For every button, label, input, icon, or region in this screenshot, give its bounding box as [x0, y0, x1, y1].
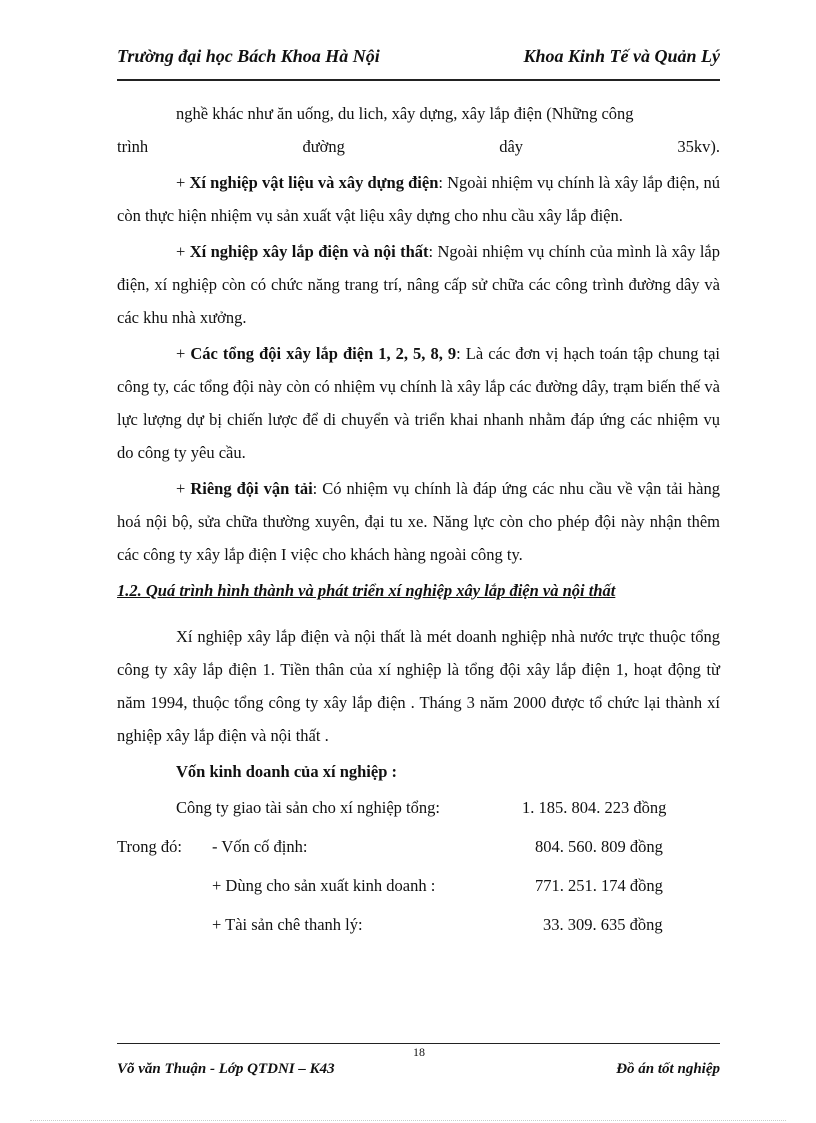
paragraph-continuation-line1: nghề khác như ăn uống, du lich, xây dựng, xây lắp điện (Những công [176, 104, 634, 123]
footer-document-type: Đồ án tốt nghiệp [616, 1061, 720, 1077]
capital-total-row [117, 792, 720, 831]
section-heading: 1.2. Quá trình hình thành và phát triển xí nghiệp xây lắp điện và nội thất [117, 581, 616, 600]
page-header [117, 46, 720, 76]
footer-divider [117, 1043, 720, 1044]
header-faculty: Khoa Kinh Tế và Quản Lý [523, 46, 720, 66]
capital-fixed-value: 804. 560. 809 đồng [535, 837, 663, 856]
capital-production-label: + Dùng cho sản xuất kinh doanh : [212, 876, 436, 895]
header-divider [117, 79, 720, 81]
capital-production-row [117, 870, 720, 909]
capital-total-value: 1. 185. 804. 223 đồng [522, 798, 667, 817]
in-which-label: Trong đó: [117, 837, 182, 856]
footer-author: Võ văn Thuận - Lớp QTDNI – K43 [117, 1061, 335, 1077]
capital-total-label: Công ty giao tài sản cho xí nghiệp tổng: [176, 798, 440, 817]
term-transport-team: Riêng đội vận tải [190, 479, 313, 498]
term-interior-enterprise: Xí nghiệp xây lắp điện và nội thất [189, 242, 429, 261]
word: đường [302, 137, 345, 156]
paragraph-interior-enterprise: + Xí nghiệp xây lắp điện và nội thất: Ngoài nhiệm vụ chính của mình là xây lắp điện, xí nghiệp còn có chức năng trang trí, nâng cấp sử chữa các công trình đường dây và các khu nhà xưởng. [117, 242, 721, 327]
header-university: Trường đại học Bách Khoa Hà Nội [117, 46, 380, 66]
paragraph-transport-team: + Riêng đội vận tải: Có nhiệm vụ chính là đáp ứng các nhu cầu về vận tải hàng hoá nội bộ, sửa chữa thường xuyên, đại tu xe. Năng lực còn cho phép đội này nhận thêm các công ty xây lắp điện I việc cho khách hàng ngoài công ty. [117, 479, 720, 564]
capital-title: Vốn kinh doanh của xí nghiệp : [176, 762, 398, 781]
paragraph-history: Xí nghiệp xây lắp điện và nội thất là mét doanh nghiệp nhà nước trực thuộc tổng công ty xây lắp điện 1. Tiền thân của xí nghiệp là tổng đội xây lắp điện 1, hoạt động từ năm 1994, thuộc tổng công ty xây lắp điện . Tháng 3 năm 2000 được tổ chức lại thành xí nghiệp xây lắp điện và nội thất . [117, 627, 720, 745]
term-general-teams: Các tổng đội xây lắp điện 1, 2, 5, 8, 9 [190, 344, 457, 363]
page-edge-divider [30, 1120, 786, 1121]
term-material-enterprise: Xí nghiệp vật liệu và xây dựng điện [189, 173, 439, 192]
paragraph-general-teams: + Các tổng đội xây lắp điện 1, 2, 5, 8, 9: Là các đơn vị hạch toán tập chung tại công ty, các tổng đội này còn có nhiệm vụ chính là xây lắp các đường dây, trạm biến thế và lực lượng dự bị chiến lược để di chuyển và triển khai nhanh nhằm đáp ứng các nhiệm vụ do công ty yêu cầu. [117, 344, 720, 462]
page-number: 18 [413, 1045, 425, 1059]
capital-fixed-label: - Vốn cố định: [212, 837, 308, 856]
capital-liquidation-value: 33. 309. 635 đồng [543, 915, 663, 934]
capital-production-value: 771. 251. 174 đồng [535, 876, 663, 895]
word: trình [117, 137, 149, 156]
capital-fixed-row [117, 831, 720, 870]
document-body [117, 97, 720, 948]
paragraph-continuation-line2 [117, 130, 720, 163]
capital-liquidation-row [117, 909, 720, 948]
capital-liquidation-label: + Tài sản chê thanh lý: [212, 915, 363, 934]
page-footer [117, 1061, 720, 1085]
word: 35kv). [677, 137, 720, 156]
paragraph-material-enterprise: + Xí nghiệp vật liệu và xây dựng điện: Ngoài nhiệm vụ chính là xây lắp điện, nú còn thực hiện nhiệm vụ sản xuất vật liệu xây dựng cho nhu cầu xây lắp điện. [117, 173, 721, 225]
word: dây [499, 137, 524, 156]
